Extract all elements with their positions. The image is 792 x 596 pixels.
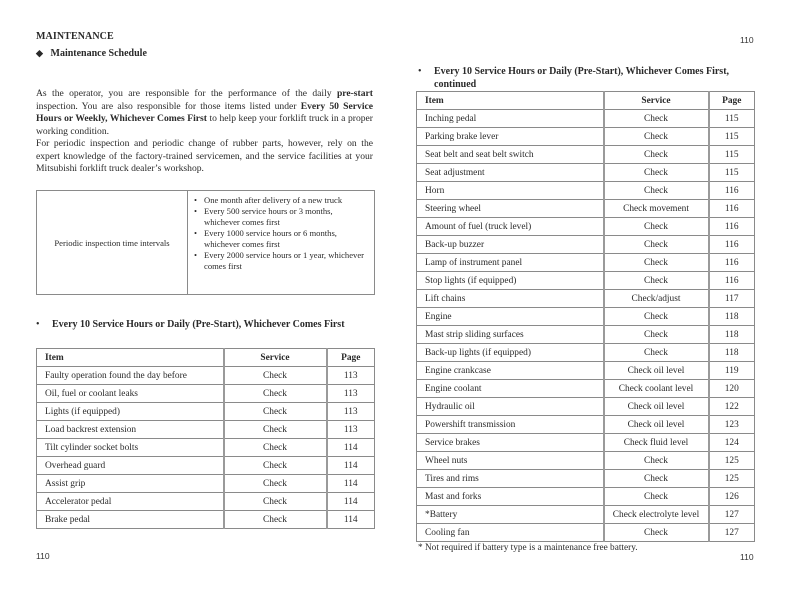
cell-page: 113 [327,403,375,421]
left-page-number: 110 [36,551,50,561]
intro-paragraph [36,88,373,138]
cell-page: 122 [709,398,755,416]
table-row [417,434,755,452]
interval-item: • Every 2000 service hours or 1 year, whichever comes first [194,250,368,272]
left-schedule-table [36,348,375,529]
table-row [417,524,755,542]
cell-service: Check electrolyte level [604,506,709,524]
header-page: Page [709,92,755,110]
table-row [417,254,755,272]
cell-service: Check [604,488,709,506]
table-row [37,439,375,457]
periodic-paragraph: For periodic inspection and periodic change of rubber parts, however, rely on the expert knowledge of the factory-trained servicemen, and the service facilities at your Mitsubishi forklift truck dealer’s workshop. [36,138,373,175]
cell-item: Brake pedal [37,511,224,529]
cell-service: Check/adjust [604,290,709,308]
cell-item: Engine [417,308,604,326]
cell-page: 126 [709,488,755,506]
cell-service: Check [604,326,709,344]
cell-page: 125 [709,452,755,470]
cell-item: Back-up lights (if equipped) [417,344,604,362]
table-row [417,452,755,470]
header-page: Page [327,349,375,367]
cell-page: 116 [709,200,755,218]
cell-page: 113 [327,385,375,403]
cell-item: Lamp of instrument panel [417,254,604,272]
cell-item: Inching pedal [417,110,604,128]
cell-service: Check [604,452,709,470]
interval-item: • Every 1000 service hours or 6 months, whichever comes first [194,228,368,250]
cell-page: 125 [709,470,755,488]
interval-item: • One month after delivery of a new truck [194,195,368,206]
table-row [37,493,375,511]
right-schedule-table [416,91,755,542]
table-row [417,272,755,290]
cell-page: 127 [709,506,755,524]
table-row [417,128,755,146]
cell-item: Assist grip [37,475,224,493]
table-row [37,385,375,403]
cell-service: Check fluid level [604,434,709,452]
table-row [417,362,755,380]
cell-service: Check [224,439,327,457]
interval-item: • Every 500 service hours or 3 months, whichever comes first [194,206,368,228]
cell-item: Seat belt and seat belt switch [417,146,604,164]
table-row [417,290,755,308]
cell-page: 124 [709,434,755,452]
table-row [417,398,755,416]
cell-service: Check [604,344,709,362]
intro-text-1: As the operator, you are responsible for the performance of the daily [36,88,337,99]
cell-item: Parking brake lever [417,128,604,146]
cell-service: Check [604,272,709,290]
subsection-title [36,48,147,59]
cell-page: 116 [709,254,755,272]
periodic-intervals [188,191,374,294]
intro-bold-prestart: pre-start [336,88,373,99]
section-title: MAINTENANCE [36,31,114,42]
cell-service: Check [604,308,709,326]
header-service: Service [224,349,327,367]
cell-item: Steering wheel [417,200,604,218]
table-row [37,421,375,439]
cell-item: Hydraulic oil [417,398,604,416]
cell-page: 115 [709,110,755,128]
cell-service: Check movement [604,200,709,218]
cell-page: 114 [327,439,375,457]
table-header-row [417,92,755,110]
periodic-inspection-box [36,190,375,295]
left-table-heading-text: Every 10 Service Hours or Daily (Pre-Start), Whichever Comes First [52,319,345,330]
table-row [417,146,755,164]
right-table-heading-line1: Every 10 Service Hours or Daily (Pre-Start), Whichever Comes First, [434,66,730,77]
table-row [417,164,755,182]
right-page-number-bottom: 110 [740,552,754,562]
cell-item: Mast strip sliding surfaces [417,326,604,344]
cell-item: Service brakes [417,434,604,452]
cell-service: Check [604,470,709,488]
table-row [417,182,755,200]
cell-item: Mast and forks [417,488,604,506]
header-service: Service [604,92,709,110]
cell-service: Check [224,457,327,475]
cell-page: 127 [709,524,755,542]
cell-item: Tilt cylinder socket bolts [37,439,224,457]
cell-item: Overhead guard [37,457,224,475]
cell-service: Check [604,164,709,182]
left-table-heading [36,319,345,332]
cell-service: Check [224,475,327,493]
cell-page: 118 [709,326,755,344]
cell-item: Load backrest extension [37,421,224,439]
cell-service: Check [224,493,327,511]
table-row [37,403,375,421]
cell-page: 114 [327,511,375,529]
cell-page: 114 [327,457,375,475]
cell-page: 116 [709,182,755,200]
cell-service: Check coolant level [604,380,709,398]
cell-page: 115 [709,164,755,182]
table-row [417,488,755,506]
cell-page: 117 [709,290,755,308]
cell-service: Check [604,128,709,146]
cell-service: Check [604,254,709,272]
cell-service: Check oil level [604,416,709,434]
table-row [417,380,755,398]
cell-item: Amount of fuel (truck level) [417,218,604,236]
cell-item: Tires and rims [417,470,604,488]
cell-item: Back-up buzzer [417,236,604,254]
cell-service: Check [604,182,709,200]
cell-page: 115 [709,128,755,146]
cell-page: 120 [709,380,755,398]
table-row [417,506,755,524]
cell-page: 114 [327,493,375,511]
table-row [37,511,375,529]
cell-service: Check [604,236,709,254]
cell-item: Engine crankcase [417,362,604,380]
intro-text-2: inspection. You are also responsible for those items listed under [36,100,301,112]
cell-item: Seat adjustment [417,164,604,182]
cell-service: Check [224,367,327,385]
cell-page: 116 [709,218,755,236]
table-row [417,344,755,362]
table-row [417,236,755,254]
cell-service: Check oil level [604,362,709,380]
periodic-label: Periodic inspection time intervals [37,191,188,294]
right-table-heading [418,66,729,91]
table-row [417,218,755,236]
cell-page: 118 [709,308,755,326]
intro-bold-every-50: Every 50 Service Hours or Weekly, Whichever Comes First [36,100,374,125]
header-item: Item [417,92,604,110]
cell-service: Check [604,218,709,236]
diamond-bullet-icon: ◆ [36,48,43,58]
cell-item: Cooling fan [417,524,604,542]
cell-page: 113 [327,367,375,385]
cell-item: Horn [417,182,604,200]
cell-service: Check [224,403,327,421]
cell-item: Lights (if equipped) [37,403,224,421]
cell-item: Stop lights (if equipped) [417,272,604,290]
cell-page: 118 [709,344,755,362]
bullet-icon: • [418,66,422,77]
right-table-heading-line2: continued [434,78,477,90]
cell-item: Engine coolant [417,380,604,398]
cell-page: 123 [709,416,755,434]
battery-footnote: * Not required if battery type is a maintenance free battery. [418,543,638,553]
intro-text-3: to help keep your forklift truck in a proper working condition. [36,113,373,137]
cell-service: Check [224,385,327,403]
table-row [417,416,755,434]
cell-page: 116 [709,272,755,290]
bullet-icon: • [36,319,40,330]
table-row [417,326,755,344]
cell-page: 116 [709,236,755,254]
right-page-number-top: 110 [740,35,754,45]
cell-service: Check [604,146,709,164]
cell-service: Check [604,110,709,128]
table-row [417,110,755,128]
table-row [37,475,375,493]
subsection-title-text: Maintenance Schedule [50,48,147,59]
cell-service: Check [224,421,327,439]
cell-item: Wheel nuts [417,452,604,470]
cell-page: 113 [327,421,375,439]
table-row [37,367,375,385]
cell-service: Check oil level [604,398,709,416]
cell-item: Lift chains [417,290,604,308]
header-item: Item [37,349,224,367]
cell-page: 115 [709,146,755,164]
cell-item: Accelerator pedal [37,493,224,511]
table-row [417,308,755,326]
table-row [37,457,375,475]
cell-item: Oil, fuel or coolant leaks [37,385,224,403]
cell-page: 119 [709,362,755,380]
cell-service: Check [224,511,327,529]
table-header-row [37,349,375,367]
cell-item: Powershift transmission [417,416,604,434]
cell-page: 114 [327,475,375,493]
table-row [417,470,755,488]
cell-item: *Battery [417,506,604,524]
cell-service: Check [604,524,709,542]
table-row [417,200,755,218]
cell-item: Faulty operation found the day before [37,367,224,385]
